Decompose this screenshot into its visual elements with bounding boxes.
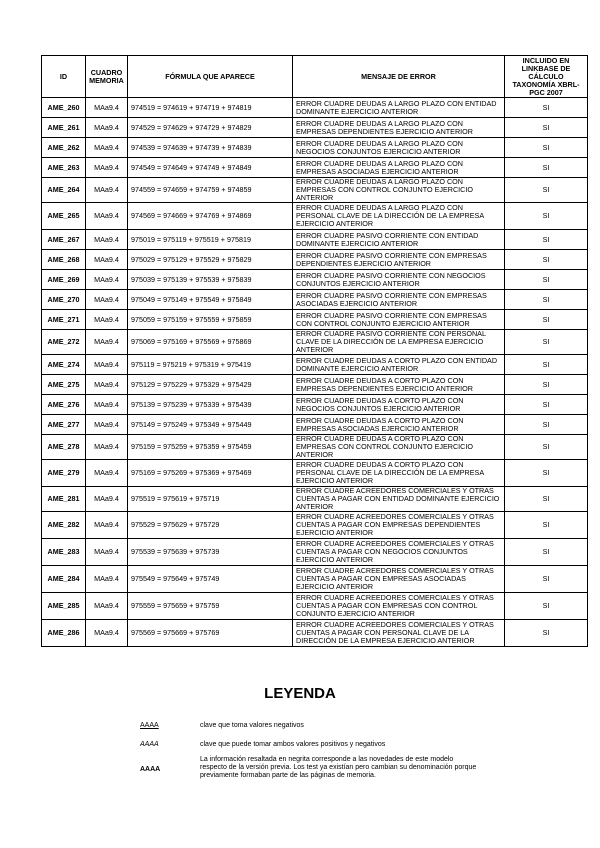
cell-id: AME_264 bbox=[42, 178, 86, 203]
legend-text: La información resaltada en negrita corresponde a las novedades de este modelo respecto de la versión previa. Los test ya existían pero cambian su denominación porque previamente formaban parte de las páginas de memoria. bbox=[200, 756, 477, 779]
cell-id: AME_279 bbox=[42, 460, 86, 487]
cell-incluido: SI bbox=[505, 566, 588, 593]
cell-id: AME_285 bbox=[42, 593, 86, 620]
cell-id: AME_271 bbox=[42, 310, 86, 330]
cell-mensaje: ERROR CUADRE DEUDAS A LARGO PLAZO CON EMPRESAS ASOCIADAS EJERCICIO ANTERIOR bbox=[293, 158, 505, 178]
cell-formula: 975169 = 975269 + 975369 + 975469 bbox=[128, 460, 293, 487]
table-row bbox=[42, 539, 588, 566]
cell-incluido: SI bbox=[505, 203, 588, 230]
cell-cuadro: MAa9.4 bbox=[86, 566, 128, 593]
cell-id: AME_274 bbox=[42, 355, 86, 375]
table-row bbox=[42, 435, 588, 460]
table-row bbox=[42, 330, 588, 355]
cell-incluido: SI bbox=[505, 290, 588, 310]
cell-formula: 974569 = 974669 + 974769 + 974869 bbox=[128, 203, 293, 230]
cell-mensaje: ERROR CUADRE DEUDAS A LARGO PLAZO CON NEGOCIOS CONJUNTOS EJERCICIO ANTERIOR bbox=[293, 138, 505, 158]
cell-formula: 975019 = 975119 + 975519 + 975819 bbox=[128, 230, 293, 250]
cell-mensaje: ERROR CUADRE PASIVO CORRIENTE CON ENTIDAD DOMINANTE EJERCICIO ANTERIOR bbox=[293, 230, 505, 250]
table-row bbox=[42, 118, 588, 138]
cell-incluido: SI bbox=[505, 593, 588, 620]
cell-cuadro: MAa9.4 bbox=[86, 415, 128, 435]
cell-incluido: SI bbox=[505, 487, 588, 512]
cell-cuadro: MAa9.4 bbox=[86, 250, 128, 270]
cell-formula: 975059 = 975159 + 975559 + 975859 bbox=[128, 310, 293, 330]
table-row bbox=[42, 290, 588, 310]
table-row bbox=[42, 310, 588, 330]
table-row bbox=[42, 203, 588, 230]
cell-incluido: SI bbox=[505, 98, 588, 118]
cell-mensaje: ERROR CUADRE ACREEDORES COMERCIALES Y OTRAS CUENTAS A PAGAR CON EMPRESAS DEPENDIENTES EJERCICIO ANTERIOR bbox=[293, 512, 505, 539]
cell-cuadro: MAa9.4 bbox=[86, 512, 128, 539]
cell-mensaje: ERROR CUADRE DEUDAS A LARGO PLAZO CON EMPRESAS CON CONTROL CONJUNTO EJERCICIO ANTERIOR bbox=[293, 178, 505, 203]
cell-mensaje: ERROR CUADRE DEUDAS A CORTO PLAZO CON NEGOCIOS CONJUNTOS EJERCICIO ANTERIOR bbox=[293, 395, 505, 415]
cell-formula: 975149 = 975249 + 975349 + 975449 bbox=[128, 415, 293, 435]
cell-incluido: SI bbox=[505, 355, 588, 375]
table-row bbox=[42, 415, 588, 435]
table-body bbox=[42, 98, 588, 647]
legend-key-bold: AAAA bbox=[140, 766, 161, 773]
cell-mensaje: ERROR CUADRE ACREEDORES COMERCIALES Y OTRAS CUENTAS A PAGAR CON EMPRESAS ASOCIADAS EJERCICIO ANTERIOR bbox=[293, 566, 505, 593]
table-row bbox=[42, 178, 588, 203]
table-row bbox=[42, 355, 588, 375]
cell-formula: 974539 = 974639 + 974739 + 974839 bbox=[128, 138, 293, 158]
header-mensaje-error: MENSAJE DE ERROR bbox=[293, 56, 505, 98]
cell-incluido: SI bbox=[505, 270, 588, 290]
cell-id: AME_268 bbox=[42, 250, 86, 270]
header-id: ID bbox=[42, 56, 86, 98]
cell-incluido: SI bbox=[505, 310, 588, 330]
cell-id: AME_281 bbox=[42, 487, 86, 512]
cell-id: AME_270 bbox=[42, 290, 86, 310]
cell-cuadro: MAa9.4 bbox=[86, 203, 128, 230]
cell-formula: 975119 = 975219 + 975319 + 975419 bbox=[128, 355, 293, 375]
cell-formula: 975519 = 975619 + 975719 bbox=[128, 487, 293, 512]
cell-cuadro: MAa9.4 bbox=[86, 375, 128, 395]
cell-cuadro: MAa9.4 bbox=[86, 355, 128, 375]
cell-formula: 975159 = 975259 + 975359 + 975459 bbox=[128, 435, 293, 460]
cell-cuadro: MAa9.4 bbox=[86, 230, 128, 250]
validation-table bbox=[41, 55, 588, 647]
cell-cuadro: MAa9.4 bbox=[86, 620, 128, 647]
cell-formula: 974519 = 974619 + 974719 + 974819 bbox=[128, 98, 293, 118]
cell-id: AME_276 bbox=[42, 395, 86, 415]
legend-title: LEYENDA bbox=[264, 685, 336, 702]
cell-formula: 975029 = 975129 + 975529 + 975829 bbox=[128, 250, 293, 270]
cell-cuadro: MAa9.4 bbox=[86, 593, 128, 620]
cell-mensaje: ERROR CUADRE PASIVO CORRIENTE CON EMPRESAS ASOCIADAS EJERCICIO ANTERIOR bbox=[293, 290, 505, 310]
cell-incluido: SI bbox=[505, 230, 588, 250]
cell-mensaje: ERROR CUADRE ACREEDORES COMERCIALES Y OTRAS CUENTAS A PAGAR CON EMPRESAS CON CONTROL CONJUNTO EJERCICIO ANTERIOR bbox=[293, 593, 505, 620]
cell-cuadro: MAa9.4 bbox=[86, 487, 128, 512]
cell-formula: 975529 = 975629 + 975729 bbox=[128, 512, 293, 539]
cell-formula: 975069 = 975169 + 975569 + 975869 bbox=[128, 330, 293, 355]
cell-id: AME_278 bbox=[42, 435, 86, 460]
table-row bbox=[42, 512, 588, 539]
header-cuadro-memoria: CUADRO MEMORIA bbox=[86, 56, 128, 98]
table-row bbox=[42, 620, 588, 647]
cell-cuadro: MAa9.4 bbox=[86, 460, 128, 487]
cell-mensaje: ERROR CUADRE DEUDAS A CORTO PLAZO CON EMPRESAS ASOCIADAS EJERCICIO ANTERIOR bbox=[293, 415, 505, 435]
cell-mensaje: ERROR CUADRE DEUDAS A CORTO PLAZO CON ENTIDAD DOMINANTE EJERCICIO ANTERIOR bbox=[293, 355, 505, 375]
cell-incluido: SI bbox=[505, 460, 588, 487]
legend-text: clave que toma valores negativos bbox=[200, 722, 304, 729]
cell-formula: 975549 = 975649 + 975749 bbox=[128, 566, 293, 593]
cell-cuadro: MAa9.4 bbox=[86, 395, 128, 415]
legend-key-underlined: AAAA bbox=[140, 722, 159, 729]
cell-incluido: SI bbox=[505, 415, 588, 435]
header-incluido-linkbase: INCLUIDO EN LINKBASE DE CÁLCULO TAXONOMÍA XBRL-PGC 2007 bbox=[505, 56, 588, 98]
cell-formula: 975039 = 975139 + 975539 + 975839 bbox=[128, 270, 293, 290]
cell-formula: 974549 = 974649 + 974749 + 974849 bbox=[128, 158, 293, 178]
cell-incluido: SI bbox=[505, 435, 588, 460]
cell-cuadro: MAa9.4 bbox=[86, 118, 128, 138]
cell-incluido: SI bbox=[505, 250, 588, 270]
cell-cuadro: MAa9.4 bbox=[86, 270, 128, 290]
cell-cuadro: MAa9.4 bbox=[86, 310, 128, 330]
cell-incluido: SI bbox=[505, 178, 588, 203]
cell-incluido: SI bbox=[505, 375, 588, 395]
cell-incluido: SI bbox=[505, 138, 588, 158]
cell-incluido: SI bbox=[505, 539, 588, 566]
cell-mensaje: ERROR CUADRE DEUDAS A LARGO PLAZO CON EMPRESAS DEPENDIENTES EJERCICIO ANTERIOR bbox=[293, 118, 505, 138]
table-row bbox=[42, 375, 588, 395]
cell-cuadro: MAa9.4 bbox=[86, 539, 128, 566]
cell-incluido: SI bbox=[505, 512, 588, 539]
cell-mensaje: ERROR CUADRE DEUDAS A CORTO PLAZO CON EMPRESAS CON CONTROL CONJUNTO EJERCICIO ANTERIOR bbox=[293, 435, 505, 460]
cell-id: AME_284 bbox=[42, 566, 86, 593]
cell-cuadro: MAa9.4 bbox=[86, 98, 128, 118]
cell-mensaje: ERROR CUADRE ACREEDORES COMERCIALES Y OTRAS CUENTAS A PAGAR CON NEGOCIOS CONJUNTOS EJERCICIO ANTERIOR bbox=[293, 539, 505, 566]
table-row bbox=[42, 395, 588, 415]
cell-id: AME_262 bbox=[42, 138, 86, 158]
legend-text: clave que puede tomar ambos valores positivos y negativos bbox=[200, 741, 386, 748]
cell-formula: 975559 = 975659 + 975759 bbox=[128, 593, 293, 620]
table-row bbox=[42, 98, 588, 118]
cell-incluido: SI bbox=[505, 395, 588, 415]
table-row bbox=[42, 566, 588, 593]
cell-id: AME_283 bbox=[42, 539, 86, 566]
table-row bbox=[42, 138, 588, 158]
header-formula: FÓRMULA QUE APARECE bbox=[128, 56, 293, 98]
cell-mensaje: ERROR CUADRE ACREEDORES COMERCIALES Y OTRAS CUENTAS A PAGAR CON PERSONAL CLAVE DE LA DIRECCIÓN DE LA EMPRESA EJERCICIO ANTERIOR bbox=[293, 620, 505, 647]
cell-id: AME_272 bbox=[42, 330, 86, 355]
cell-id: AME_263 bbox=[42, 158, 86, 178]
cell-id: AME_282 bbox=[42, 512, 86, 539]
cell-id: AME_286 bbox=[42, 620, 86, 647]
table-header-row bbox=[42, 56, 588, 98]
legend-key-italic: AAAA bbox=[140, 741, 159, 748]
cell-mensaje: ERROR CUADRE DEUDAS A CORTO PLAZO CON PERSONAL CLAVE DE LA DIRECCIÓN DE LA EMPRESA EJERCICIO ANTERIOR bbox=[293, 460, 505, 487]
cell-id: AME_261 bbox=[42, 118, 86, 138]
cell-cuadro: MAa9.4 bbox=[86, 158, 128, 178]
cell-id: AME_260 bbox=[42, 98, 86, 118]
cell-cuadro: MAa9.4 bbox=[86, 435, 128, 460]
cell-id: AME_277 bbox=[42, 415, 86, 435]
cell-formula: 975569 = 975669 + 975769 bbox=[128, 620, 293, 647]
table-row bbox=[42, 460, 588, 487]
cell-mensaje: ERROR CUADRE PASIVO CORRIENTE CON NEGOCIOS CONJUNTOS EJERCICIO ANTERIOR bbox=[293, 270, 505, 290]
cell-formula: 975539 = 975639 + 975739 bbox=[128, 539, 293, 566]
cell-formula: 975139 = 975239 + 975339 + 975439 bbox=[128, 395, 293, 415]
cell-incluido: SI bbox=[505, 330, 588, 355]
cell-formula: 974559 = 974659 + 974759 + 974859 bbox=[128, 178, 293, 203]
cell-formula: 975049 = 975149 + 975549 + 975849 bbox=[128, 290, 293, 310]
table-row bbox=[42, 158, 588, 178]
cell-incluido: SI bbox=[505, 118, 588, 138]
cell-id: AME_265 bbox=[42, 203, 86, 230]
cell-cuadro: MAa9.4 bbox=[86, 178, 128, 203]
cell-cuadro: MAa9.4 bbox=[86, 138, 128, 158]
cell-mensaje: ERROR CUADRE PASIVO CORRIENTE CON PERSONAL CLAVE DE LA DIRECCIÓN DE LA EMPRESA EJERCICIO ANTERIOR bbox=[293, 330, 505, 355]
cell-mensaje: ERROR CUADRE DEUDAS A LARGO PLAZO CON PERSONAL CLAVE DE LA DIRECCIÓN DE LA EMPRESA EJERCICIO ANTERIOR bbox=[293, 203, 505, 230]
cell-incluido: SI bbox=[505, 620, 588, 647]
cell-mensaje: ERROR CUADRE PASIVO CORRIENTE CON EMPRESAS DEPENDIENTES EJERCICIO ANTERIOR bbox=[293, 250, 505, 270]
cell-formula: 975129 = 975229 + 975329 + 975429 bbox=[128, 375, 293, 395]
table-row bbox=[42, 593, 588, 620]
cell-incluido: SI bbox=[505, 158, 588, 178]
cell-id: AME_267 bbox=[42, 230, 86, 250]
table-row bbox=[42, 250, 588, 270]
table-row bbox=[42, 230, 588, 250]
cell-mensaje: ERROR CUADRE ACREEDORES COMERCIALES Y OTRAS CUENTAS A PAGAR CON ENTIDAD DOMINANTE EJERCICIO ANTERIOR bbox=[293, 487, 505, 512]
table-row bbox=[42, 487, 588, 512]
cell-id: AME_275 bbox=[42, 375, 86, 395]
cell-id: AME_269 bbox=[42, 270, 86, 290]
cell-mensaje: ERROR CUADRE DEUDAS A CORTO PLAZO CON EMPRESAS DEPENDIENTES EJERCICIO ANTERIOR bbox=[293, 375, 505, 395]
table-row bbox=[42, 270, 588, 290]
cell-mensaje: ERROR CUADRE PASIVO CORRIENTE CON EMPRESAS CON CONTROL CONJUNTO EJERCICIO ANTERIOR bbox=[293, 310, 505, 330]
cell-cuadro: MAa9.4 bbox=[86, 330, 128, 355]
cell-mensaje: ERROR CUADRE DEUDAS A LARGO PLAZO CON ENTIDAD DOMINANTE EJERCICIO ANTERIOR bbox=[293, 98, 505, 118]
cell-formula: 974529 = 974629 + 974729 + 974829 bbox=[128, 118, 293, 138]
cell-cuadro: MAa9.4 bbox=[86, 290, 128, 310]
